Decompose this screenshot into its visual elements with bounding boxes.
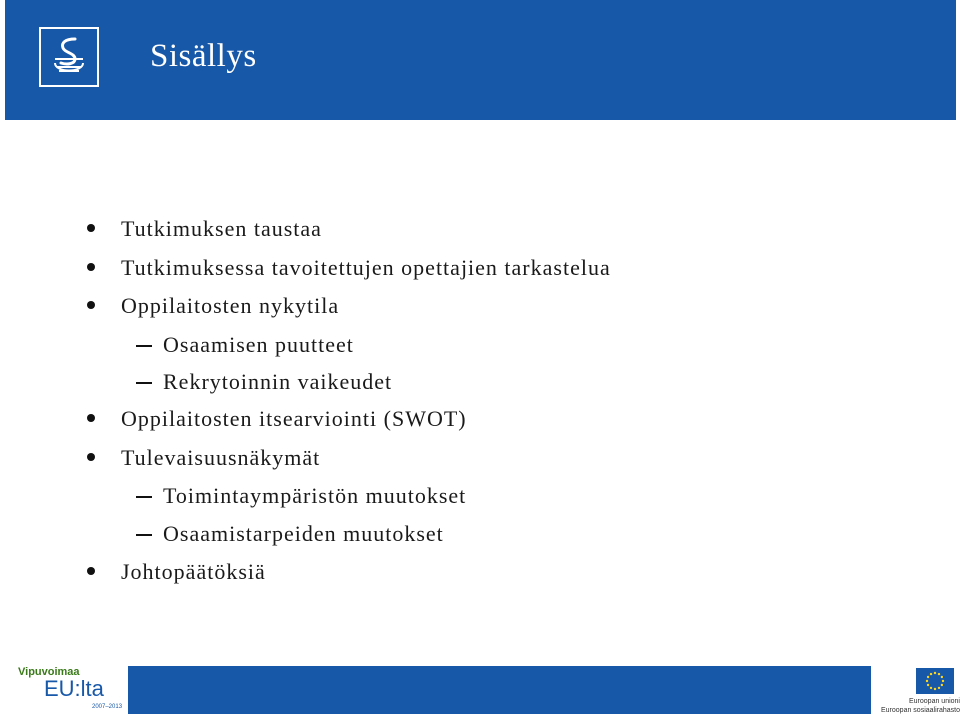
dash-icon <box>136 345 152 347</box>
page-title: Sisällys <box>150 38 257 74</box>
list-item: Tutkimuksessa tavoitettujen opettajien tarkastelua <box>121 255 611 280</box>
list-subitem: Rekrytoinnin vaikeudet <box>163 369 393 394</box>
vipuvoimaa-logo <box>18 666 123 714</box>
list-item: Oppilaitosten itsearviointi (SWOT) <box>121 406 467 431</box>
footer <box>0 664 960 716</box>
bullet-icon <box>87 453 95 461</box>
list-item: Tulevaisuusnäkymät <box>121 445 321 470</box>
eu-caption-line2: Euroopan sosiaalirahasto <box>881 707 960 714</box>
bullet-icon <box>87 414 95 422</box>
dash-icon <box>136 382 152 384</box>
list-item: Oppilaitosten nykytila <box>121 293 340 318</box>
eu-flag-icon <box>916 668 954 694</box>
eu-caption <box>872 697 960 715</box>
list-item: Tutkimuksen taustaa <box>121 216 322 241</box>
list-subitem: Toimintaympäristön muutokset <box>163 483 467 508</box>
dash-icon <box>136 496 152 498</box>
vipuvoimaa-eu: EU:lta <box>44 676 104 701</box>
dash-icon <box>136 534 152 536</box>
eu-caption-line1: Euroopan unioni <box>909 698 960 705</box>
bullet-icon <box>87 224 95 232</box>
list-item: Johtopäätöksiä <box>121 559 266 584</box>
vipuvoimaa-word: Vipuvoimaa <box>18 666 80 678</box>
list-subitem: Osaamisen puutteet <box>163 332 354 357</box>
bullet-icon <box>87 301 95 309</box>
list-subitem: Osaamistarpeiden muutokset <box>163 521 444 546</box>
footer-bar <box>128 666 871 714</box>
vipuvoimaa-years: 2007–2013 <box>92 704 123 710</box>
bullet-icon <box>87 263 95 271</box>
bullet-icon <box>87 567 95 575</box>
